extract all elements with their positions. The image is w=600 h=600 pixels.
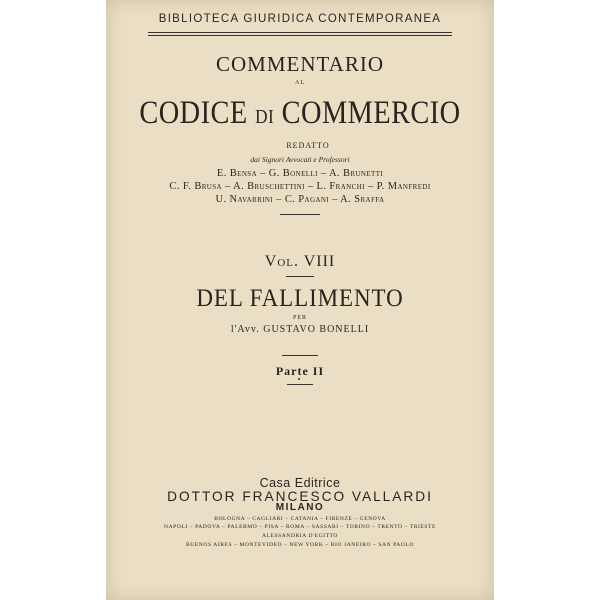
author-name: l'Avv. GUSTAVO BONELLI [230,324,370,335]
authors-line: C. F. Brusa – A. Bruschettini – L. Franchi – P. Manfredi [169,181,431,192]
volume-label: Vol. VIII [264,253,336,270]
branch-cities: ALESSANDRIA D'EGITTO [262,533,338,539]
di-word: DI [255,106,275,128]
series-title: BIBLIOTECA GIURIDICA CONTEMPORANEA [158,13,442,25]
divider [286,276,314,277]
double-rule-top [148,32,452,33]
codice-word: CODICE [139,95,248,131]
publisher-name: DOTTOR FRANCESCO VALLARDI [167,488,433,504]
redatto-label: REDATTO [286,141,330,150]
al-label: AL [295,80,305,86]
divider [287,384,313,385]
branch-cities: BUENOS AIRES – MONTEVIDEO – NEW YORK – RIO JANEIRO – SAN PAOLO [186,542,414,548]
ornament-dot [298,378,300,380]
authors-list [106,167,494,206]
commentario-heading: COMMENTARIO [216,52,384,76]
part-label: Parte II [275,364,325,378]
subject-title: DEL FALLIMENTO [196,285,404,312]
main-title [133,95,467,132]
title-page [106,0,494,600]
publisher-house: Casa Editrice [259,476,341,490]
branch-cities: NAPOLI – PADOVA – PALERMO – PISA – ROMA – SASSARI – TORINO – TRENTO – TRIESTE [164,524,436,530]
publisher-city: MILANO [275,502,325,513]
commercio-word: COMMERCIO [281,95,461,131]
double-rule-bottom [148,35,452,36]
branch-cities: BOLOGNA – CAGLIARI – CATANIA – FIRENZE – GENOVA [214,516,386,522]
editors-caption: dai Signori Avvocati e Professori [250,155,350,164]
per-label: PER [292,315,307,321]
divider [282,355,318,356]
divider [280,214,320,215]
authors-line: U. Navarrini – C. Pagani – A. Sraffa [215,194,385,205]
authors-line: E. Bensa – G. Bonelli – A. Brunetti [216,168,384,179]
